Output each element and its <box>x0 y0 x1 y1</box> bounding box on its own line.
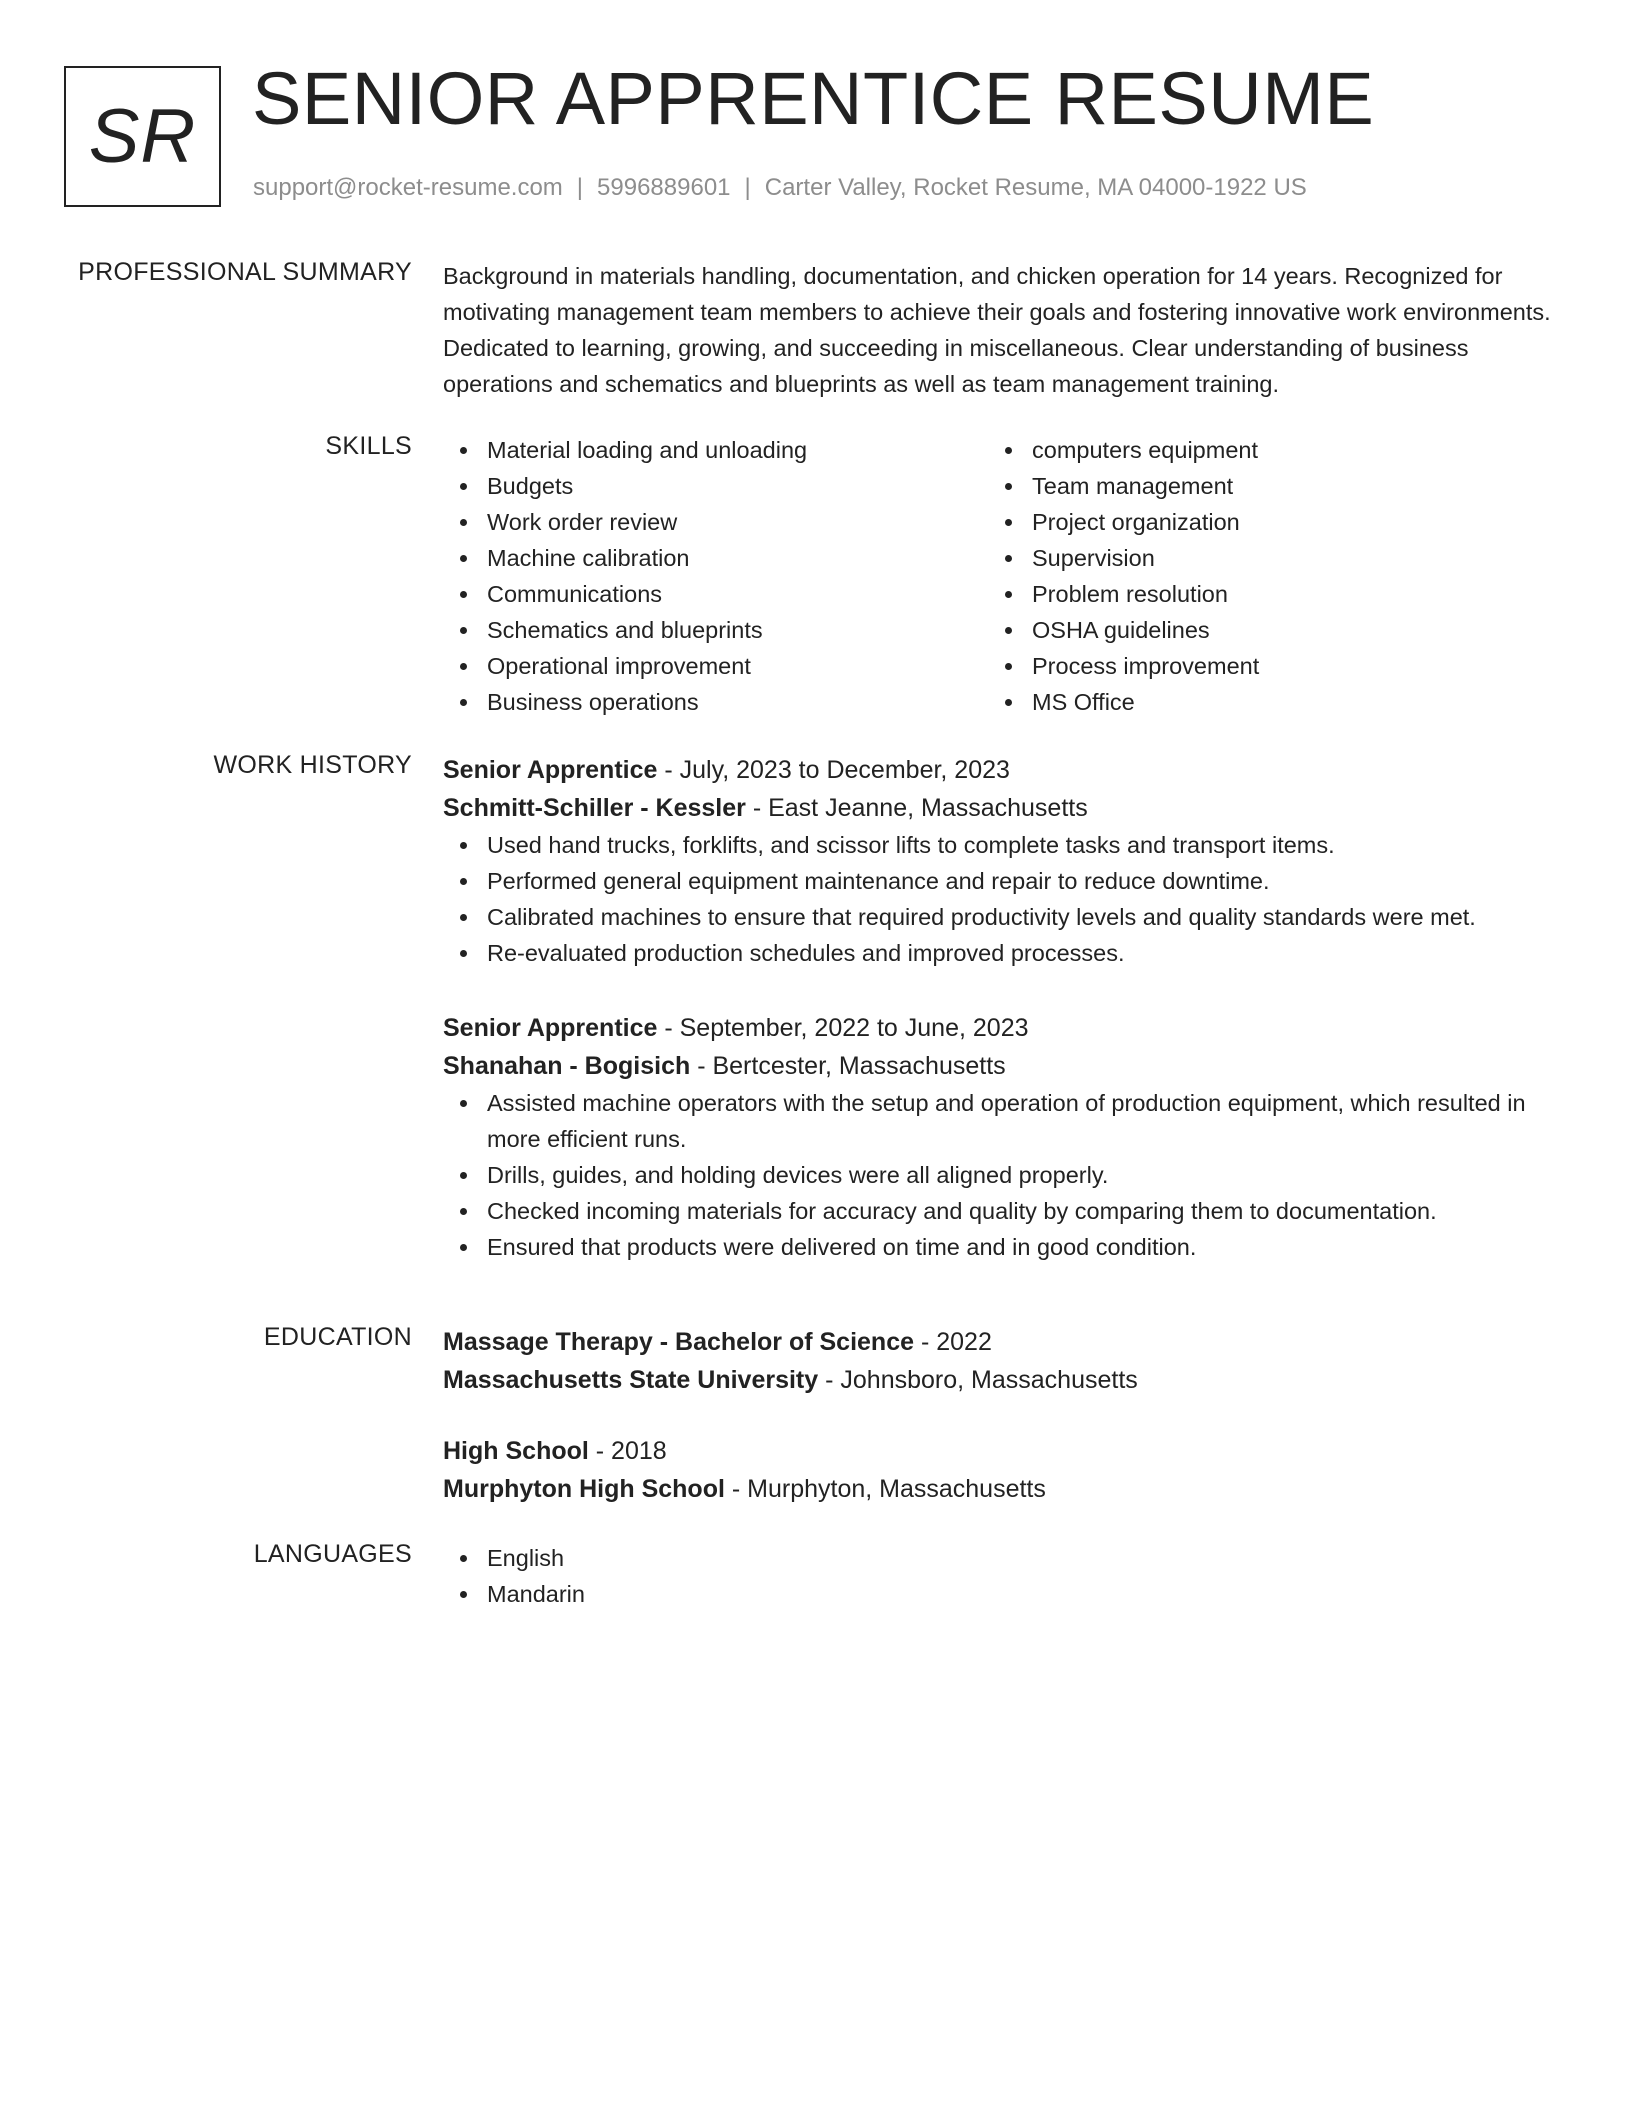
education-school: Massachusetts State University <box>443 1366 819 1394</box>
contact-address: Carter Valley, Rocket Resume, MA 04000-1922 US <box>764 174 1307 201</box>
education-entry <box>443 1323 1563 1399</box>
section-label-summary: PROFESSIONAL SUMMARY <box>78 258 412 286</box>
job-entry <box>443 1009 1563 1265</box>
resume-title: SENIOR APPRENTICE RESUME <box>252 57 1375 140</box>
skill-item: Machine calibration <box>443 540 988 576</box>
skill-item: OSHA guidelines <box>988 612 1533 648</box>
skill-item: Team management <box>988 468 1533 504</box>
languages-list <box>443 1540 1563 1612</box>
education-entry <box>443 1432 1563 1508</box>
education-body <box>443 1323 1563 1508</box>
job-title: Senior Apprentice <box>443 1014 658 1042</box>
job-bullet: Re-evaluated production schedules and improved processes. <box>443 935 1563 971</box>
job-company: Schmitt-Schiller - Kessler <box>443 794 746 822</box>
job-bullet: Performed general equipment maintenance and repair to reduce downtime. <box>443 863 1563 899</box>
education-year: - 2022 <box>914 1328 992 1356</box>
education-school: Murphyton High School <box>443 1475 725 1503</box>
job-bullet: Ensured that products were delivered on time and in good condition. <box>443 1229 1563 1265</box>
skills-list-left <box>443 432 988 720</box>
skill-item: Project organization <box>988 504 1533 540</box>
education-location: - Murphyton, Massachusetts <box>724 1475 1046 1503</box>
job-location: - East Jeanne, Massachusetts <box>745 794 1088 822</box>
language-item: English <box>443 1540 1563 1576</box>
education-school-line <box>443 1361 1563 1399</box>
section-label-skills: SKILLS <box>325 432 412 460</box>
languages-body <box>443 1540 1563 1612</box>
monogram-box <box>64 66 221 207</box>
job-company-line <box>443 789 1563 827</box>
job-bullet: Calibrated machines to ensure that required productivity levels and quality standards were met. <box>443 899 1563 935</box>
job-bullet: Drills, guides, and holding devices were all aligned properly. <box>443 1157 1563 1193</box>
job-dates: - July, 2023 to December, 2023 <box>657 756 1010 784</box>
summary-text: Background in materials handling, documentation, and chicken operation for 14 years. Recognized for motivating management team members to achieve their goals and fostering innovative work environments. Dedicated to learning, growing, and succeeding in miscellaneous. Clear understanding of business operations and schematics and blueprints as well as team management training. <box>443 263 1551 397</box>
contact-phone: 5996889601 <box>597 174 731 201</box>
education-degree-line <box>443 1323 1563 1361</box>
summary-body <box>443 258 1563 402</box>
skill-item: Operational improvement <box>443 648 988 684</box>
skill-item: Material loading and unloading <box>443 432 988 468</box>
language-item: Mandarin <box>443 1576 1563 1612</box>
skill-item: Business operations <box>443 684 988 720</box>
skill-item: Schematics and blueprints <box>443 612 988 648</box>
education-degree-line <box>443 1432 1563 1470</box>
monogram-initials: SR <box>88 93 197 179</box>
job-entry <box>443 751 1563 971</box>
job-title-line <box>443 751 1563 789</box>
skill-item: Work order review <box>443 504 988 540</box>
section-label-work-history: WORK HISTORY <box>213 751 412 779</box>
job-bullet-list <box>443 1085 1563 1265</box>
job-title-line <box>443 1009 1563 1047</box>
skill-item: Communications <box>443 576 988 612</box>
job-bullet: Checked incoming materials for accuracy and quality by comparing them to documentation. <box>443 1193 1563 1229</box>
work-history-body <box>443 751 1563 1265</box>
education-year: - 2018 <box>588 1437 667 1465</box>
section-label-education: EDUCATION <box>263 1323 412 1351</box>
skill-item: Supervision <box>988 540 1533 576</box>
skill-item: MS Office <box>988 684 1533 720</box>
skill-item: Budgets <box>443 468 988 504</box>
job-bullet: Used hand trucks, forklifts, and scissor lifts to complete tasks and transport items. <box>443 827 1563 863</box>
section-label-languages: LANGUAGES <box>253 1540 412 1568</box>
job-bullet: Assisted machine operators with the setup and operation of production equipment, which resulted in more efficient runs. <box>443 1085 1563 1157</box>
skill-item: computers equipment <box>988 432 1533 468</box>
contact-line <box>253 174 1307 202</box>
contact-separator: | <box>744 174 751 201</box>
skill-item: Problem resolution <box>988 576 1533 612</box>
education-school-line <box>443 1470 1563 1508</box>
skills-body <box>443 432 1563 720</box>
education-degree: Massage Therapy - Bachelor of Science <box>443 1328 915 1356</box>
job-company: Shanahan - Bogisich <box>443 1052 691 1080</box>
job-title: Senior Apprentice <box>443 756 658 784</box>
skill-item: Process improvement <box>988 648 1533 684</box>
job-dates: - September, 2022 to June, 2023 <box>657 1014 1029 1042</box>
education-degree: High School <box>443 1437 589 1465</box>
job-company-line <box>443 1047 1563 1085</box>
skills-grid <box>443 432 1563 720</box>
skills-list-right <box>988 432 1533 720</box>
job-bullet-list <box>443 827 1563 971</box>
contact-separator: | <box>576 174 584 201</box>
education-location: - Johnsboro, Massachusetts <box>818 1366 1138 1394</box>
contact-email: support@rocket-resume.com <box>253 174 563 201</box>
job-location: - Bertcester, Massachusetts <box>690 1052 1006 1080</box>
